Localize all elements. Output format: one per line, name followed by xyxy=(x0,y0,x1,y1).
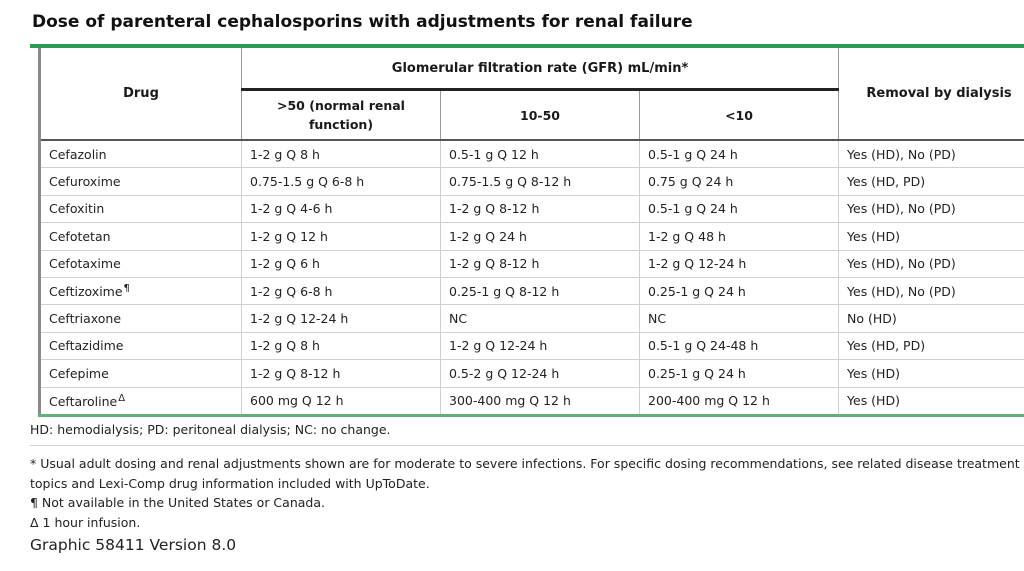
dosing-table xyxy=(38,48,1024,417)
dose-gfr-gt50-cell: 1-2 g Q 6 h xyxy=(242,250,441,277)
gfr-lt10-header: <10 xyxy=(640,90,839,141)
drug-name: Cefepime xyxy=(49,365,109,381)
drug-name: Ceftriaxone xyxy=(49,311,122,327)
table-row xyxy=(40,168,1024,195)
page-title: Dose of parenteral cephalosporins with adjustments for renal failure xyxy=(32,12,693,32)
drug-name: Ceftaroline xyxy=(49,393,118,409)
dose-gfr-lt10-cell: NC xyxy=(640,305,839,332)
drug-name: Cefotaxime xyxy=(49,256,121,272)
dose-gfr-10-50-cell: NC xyxy=(441,305,640,332)
dose-gfr-gt50-cell: 1-2 g Q 12-24 h xyxy=(242,305,441,332)
table-row xyxy=(40,387,1024,415)
dose-gfr-lt10-cell: 0.5-1 g Q 24 h xyxy=(640,195,839,222)
footnote-availability: ¶ Not available in the United States or Canada. xyxy=(30,495,325,510)
removal-cell: Yes (HD, PD) xyxy=(839,168,1024,195)
removal-cell: Yes (HD), No (PD) xyxy=(839,277,1024,304)
removal-column-header: Removal by dialysis xyxy=(839,48,1024,140)
drug-column-header: Drug xyxy=(40,48,242,140)
table-body xyxy=(40,140,1024,415)
removal-cell: Yes (HD) xyxy=(839,223,1024,250)
dose-gfr-lt10-cell: 0.25-1 g Q 24 h xyxy=(640,277,839,304)
dose-gfr-gt50-cell: 0.75-1.5 g Q 6-8 h xyxy=(242,168,441,195)
removal-cell: Yes (HD), No (PD) xyxy=(839,140,1024,168)
table-row xyxy=(40,332,1024,359)
removal-cell: Yes (HD) xyxy=(839,387,1024,415)
dose-gfr-lt10-cell: 0.25-1 g Q 24 h xyxy=(640,360,839,387)
table-row xyxy=(40,223,1024,250)
drug-name-cell xyxy=(40,223,242,250)
drug-name-cell xyxy=(40,305,242,332)
dose-gfr-gt50-cell: 1-2 g Q 12 h xyxy=(242,223,441,250)
removal-cell: Yes (HD, PD) xyxy=(839,332,1024,359)
gfr-10-50-header: 10-50 xyxy=(441,90,640,141)
dose-gfr-10-50-cell: 0.75-1.5 g Q 8-12 h xyxy=(441,168,640,195)
dose-gfr-lt10-cell: 0.5-1 g Q 24 h xyxy=(640,140,839,168)
drug-name: Cefazolin xyxy=(49,146,107,162)
dose-gfr-10-50-cell: 1-2 g Q 24 h xyxy=(441,223,640,250)
drug-name-cell xyxy=(40,387,242,415)
gfr-gt50-header: >50 (normal renal function) xyxy=(242,90,441,141)
dose-gfr-gt50-cell: 1-2 g Q 8 h xyxy=(242,140,441,168)
dose-gfr-10-50-cell: 0.5-1 g Q 12 h xyxy=(441,140,640,168)
drug-name-cell xyxy=(40,195,242,222)
dose-gfr-lt10-cell: 0.5-1 g Q 24-48 h xyxy=(640,332,839,359)
gfr-column-header: Glomerular filtration rate (GFR) mL/min* xyxy=(242,48,839,90)
dose-gfr-10-50-cell: 300-400 mg Q 12 h xyxy=(441,387,640,415)
drug-name-cell xyxy=(40,332,242,359)
dose-gfr-10-50-cell: 1-2 g Q 8-12 h xyxy=(441,250,640,277)
dose-gfr-gt50-cell: 1-2 g Q 8 h xyxy=(242,332,441,359)
table-row xyxy=(40,360,1024,387)
dose-gfr-lt10-cell: 200-400 mg Q 12 h xyxy=(640,387,839,415)
footnote-dosing: * Usual adult dosing and renal adjustments shown are for moderate to severe infections. For specific dosing recommendations, see related disease treatment topics and Lexi-Comp drug information included with UpToDate. xyxy=(30,456,1020,491)
dose-gfr-10-50-cell: 1-2 g Q 8-12 h xyxy=(441,195,640,222)
footnote-marker: ¶ xyxy=(123,283,130,295)
drug-name-cell xyxy=(40,250,242,277)
footnote-infusion: Δ 1 hour infusion. xyxy=(30,514,141,530)
drug-name-cell xyxy=(40,277,242,304)
drug-name-cell xyxy=(40,168,242,195)
drug-name: Ceftizoxime xyxy=(49,284,123,300)
table-row xyxy=(40,195,1024,222)
drug-name: Cefoxitin xyxy=(49,201,105,217)
drug-name: Cefuroxime xyxy=(49,174,121,190)
removal-cell: Yes (HD), No (PD) xyxy=(839,195,1024,222)
dose-gfr-gt50-cell: 1-2 g Q 4-6 h xyxy=(242,195,441,222)
dose-gfr-10-50-cell: 0.5-2 g Q 12-24 h xyxy=(441,360,640,387)
footnotes xyxy=(30,422,1024,554)
drug-name: Ceftazidime xyxy=(49,338,124,354)
table-row xyxy=(40,305,1024,332)
removal-cell: Yes (HD), No (PD) xyxy=(839,250,1024,277)
dose-gfr-10-50-cell: 0.25-1 g Q 8-12 h xyxy=(441,277,640,304)
drug-name-cell xyxy=(40,140,242,168)
dose-gfr-lt10-cell: 0.75 g Q 24 h xyxy=(640,168,839,195)
removal-cell: Yes (HD) xyxy=(839,360,1024,387)
table-row xyxy=(40,140,1024,168)
removal-cell: No (HD) xyxy=(839,305,1024,332)
table-row xyxy=(40,250,1024,277)
dose-gfr-lt10-cell: 1-2 g Q 48 h xyxy=(640,223,839,250)
dose-gfr-gt50-cell: 1-2 g Q 6-8 h xyxy=(242,277,441,304)
abbreviations-note: HD: hemodialysis; PD: peritoneal dialysis; NC: no change. xyxy=(30,422,1024,446)
dose-gfr-gt50-cell: 1-2 g Q 8-12 h xyxy=(242,360,441,387)
graphic-version-label: Graphic 58411 Version 8.0 xyxy=(30,536,237,554)
dose-gfr-10-50-cell: 1-2 g Q 12-24 h xyxy=(441,332,640,359)
drug-name: Cefotetan xyxy=(49,228,111,244)
table-row xyxy=(40,277,1024,304)
dose-gfr-lt10-cell: 1-2 g Q 12-24 h xyxy=(640,250,839,277)
footnote-marker: Δ xyxy=(118,392,126,404)
drug-name-cell xyxy=(40,360,242,387)
dose-gfr-gt50-cell: 600 mg Q 12 h xyxy=(242,387,441,415)
